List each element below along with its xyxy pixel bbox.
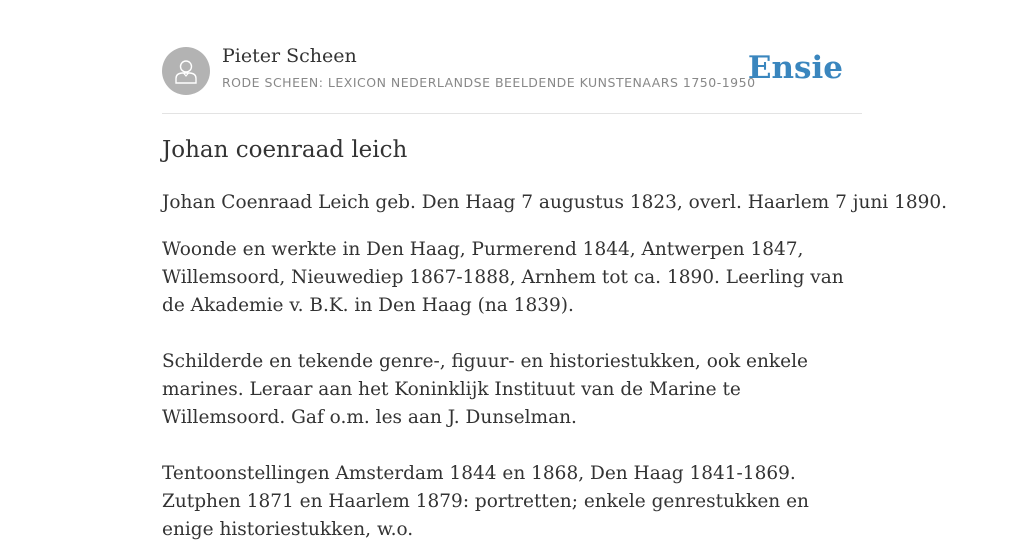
- article-paragraph: Woonde en werkte in Den Haag, Purmerend 1844, Antwerpen 1847, Willemsoord, Nieuwediep 1867-1888, Arnhem tot ca. 1890. Leerling van de Akademie v. B.K. in Den Haag (na 1839).: [162, 239, 844, 316]
- author-name[interactable]: Pieter Scheen: [222, 45, 357, 67]
- article-paragraph: Schilderde en tekende genre-, figuur- en historiestukken, ook enkele marines. Leraar aan het Koninklijk Instituut van de Marine te Willemsoord. Gaf o.m. les aan J. Dunselman.: [162, 351, 808, 428]
- avatar[interactable]: [162, 47, 210, 95]
- article-title: Johan coenraad leich: [162, 137, 408, 163]
- source-title[interactable]: RODE SCHEEN: LEXICON NEDERLANDSE BEELDENDE KUNSTENAARS 1750-1950: [222, 75, 756, 90]
- article-paragraph: Tentoonstellingen Amsterdam 1844 en 1868, Den Haag 1841-1869. Zutphen 1871 en Haarlem 1879: portretten; enkele genrestukken en enige historiestukken, w.o.: [162, 463, 809, 540]
- article-paragraph: Johan Coenraad Leich geb. Den Haag 7 augustus 1823, overl. Haarlem 7 juni 1890.: [162, 192, 948, 213]
- brand-logo[interactable]: Ensie: [747, 50, 843, 86]
- user-icon: [171, 56, 201, 86]
- header: [162, 0, 862, 114]
- page: [162, 0, 948, 540]
